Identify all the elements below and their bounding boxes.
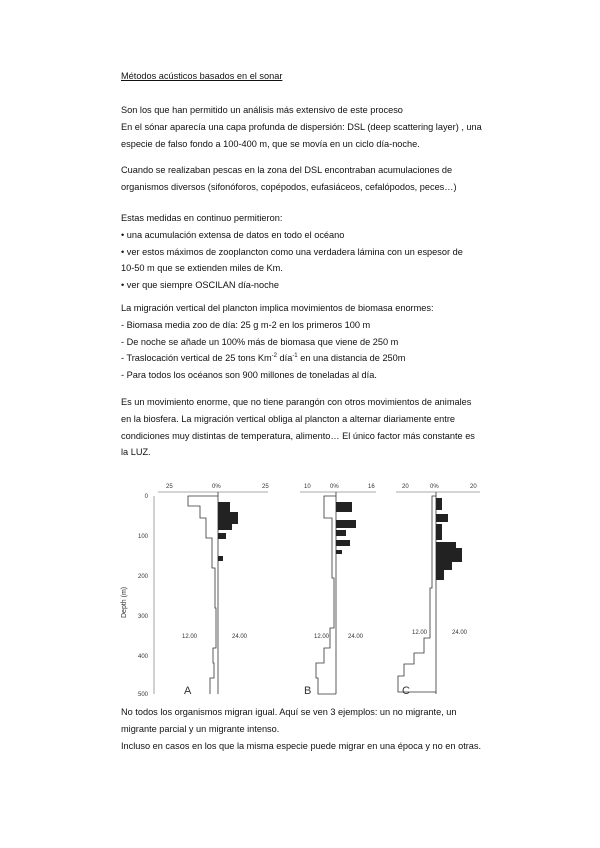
panel-a: [158, 484, 269, 697]
time-label: 24.00: [452, 630, 468, 636]
night-bar: [218, 556, 223, 561]
text-line: la LUZ.: [121, 447, 151, 458]
day-profile: [316, 496, 336, 694]
text-line: Incluso en casos en los que la misma especie puede migrar en una época y no en otras.: [121, 740, 482, 751]
paragraph-sonar: [121, 102, 521, 152]
y-tick: 100: [137, 534, 148, 540]
figure-caption: [121, 704, 521, 754]
time-label: 12.00: [182, 634, 198, 640]
night-bar: [336, 550, 342, 554]
list-item: [121, 350, 521, 367]
text-line: Es un movimiento enorme, que no tiene parangón con otros movimientos de animales: [121, 397, 472, 407]
y-tick: 400: [137, 654, 148, 660]
text-line: Son los que han permitido un análisis más extensivo de este proceso: [121, 105, 403, 115]
text-line: especie de falso fondo a 100-400 m, que se movía en un ciclo día-noche.: [121, 138, 420, 149]
text-line: La migración vertical del plancton implica movimientos de biomasa enormes:: [121, 303, 434, 313]
superscript: -1: [292, 353, 298, 360]
top-tick: 25: [166, 484, 173, 490]
night-bar: [218, 512, 238, 524]
night-bar: [218, 533, 226, 539]
text-segment: en una distancia de 250m: [297, 353, 406, 364]
text-segment: día: [276, 353, 293, 364]
night-bar: [336, 540, 350, 546]
panel-label: B: [304, 685, 312, 697]
text-line: Cuando se realizaban pescas en la zona del DSL encontraban acumulaciones de: [121, 165, 453, 175]
text-line: 10-50 m que se extienden miles de Km.: [121, 263, 283, 274]
panel-label: C: [402, 685, 410, 697]
night-bar: [218, 502, 230, 512]
top-tick: 20: [470, 484, 477, 490]
time-label: 24.00: [232, 634, 248, 640]
time-label: 24.00: [348, 634, 364, 640]
top-tick: 0%: [430, 484, 439, 490]
top-tick: 0%: [212, 484, 221, 490]
paragraph-measures: [121, 210, 521, 294]
top-tick: 0%: [330, 484, 339, 490]
y-axis-label: Depth (m): [121, 586, 128, 618]
panel-c: [396, 484, 480, 697]
list-item: - Biomasa media zoo de día: 25 g m-2 en los primeros 100 m: [121, 319, 371, 330]
text-line: en la biosfera. La migración vertical obliga al plancton a alternar diariamente entre: [121, 413, 456, 424]
top-tick: 10: [304, 484, 311, 490]
paragraph-biomass: [121, 300, 521, 384]
paragraph-movement: [121, 394, 521, 461]
night-bar: [218, 524, 232, 530]
night-bar: [436, 498, 442, 510]
y-tick: 0: [144, 494, 148, 500]
bullet-item: • una acumulación extensa de datos en todo el océano: [121, 229, 345, 240]
text-line: No todos los organismos migran igual. Aquí se ven 3 ejemplos: un no migrante, un: [121, 707, 457, 717]
day-profile: [398, 496, 436, 692]
night-bar: [436, 514, 448, 522]
top-tick: 16: [368, 484, 375, 490]
night-bar: [436, 548, 462, 562]
night-bar: [336, 520, 356, 528]
night-bar: [436, 570, 444, 580]
night-bar: [336, 530, 346, 536]
paragraph-dsl: [121, 162, 521, 196]
y-tick: 500: [137, 692, 148, 698]
night-bar: [336, 502, 352, 512]
top-tick: 20: [402, 484, 409, 490]
text-line: Estas medidas en continuo permitieron:: [121, 213, 283, 223]
depth-profile-figure: [118, 478, 490, 700]
text-line: condiciones muy distintas de temperatura, alimento… El único factor más constante es: [121, 430, 475, 441]
night-bar: [436, 542, 456, 548]
top-tick: 25: [262, 484, 269, 490]
day-profile: [188, 496, 218, 694]
list-item: - Para todos los océanos son 900 millones de toneladas al día.: [121, 370, 377, 381]
bullet-item: • ver que siempre OSCILAN día-noche: [121, 280, 279, 291]
text-line: migrante parcial y un migrante intenso.: [121, 723, 280, 734]
list-item: - De noche se añade un 100% más de biomasa que viene de 250 m: [121, 336, 399, 347]
section-title: [121, 68, 521, 85]
time-label: 12.00: [314, 634, 330, 640]
night-bar: [436, 562, 452, 570]
text-line: organismos diversos (sifonóforos, copépodos, eufasiáceos, cefalópodos, peces…): [121, 181, 457, 192]
panel-b: [300, 484, 376, 697]
text-segment: - Traslocación vertical de 25 tons Km: [121, 353, 272, 364]
time-label: 12.00: [412, 630, 428, 636]
y-tick: 200: [137, 574, 148, 580]
superscript: -2: [271, 353, 277, 360]
night-bar: [436, 524, 442, 540]
text-line: En el sónar aparecía una capa profunda de dispersión: DSL (deep scattering layer) , una: [121, 121, 482, 132]
y-tick: 300: [137, 614, 148, 620]
panel-label: A: [184, 685, 192, 697]
bullet-item: • ver estos máximos de zooplancton como una verdadera lámina con un espesor de: [121, 246, 463, 257]
section-title-text: Métodos acústicos basados en el sonar: [121, 71, 283, 81]
